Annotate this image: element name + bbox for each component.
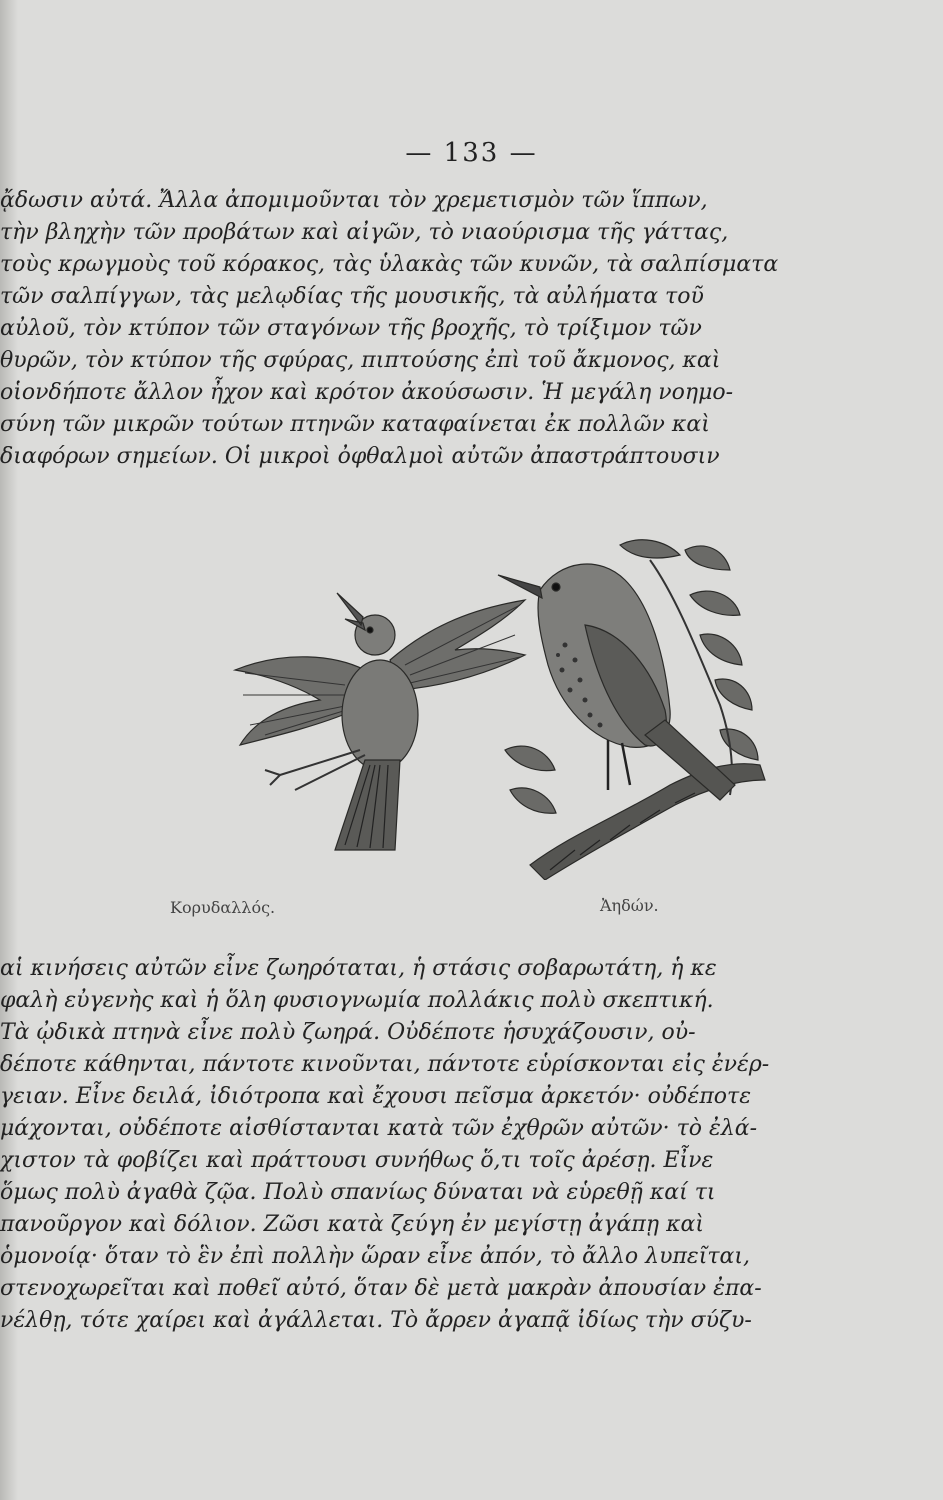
text-line: χιστον τὰ φοβίζει καὶ πράττουσι συνήθως ὅ,τι τοῖς ἀρέσῃ. Εἶνε [0,1148,714,1173]
text-line: αὐλοῦ, τὸν κτύπον τῶν σταγόνων τῆς βροχῆς, τὸ τρίξιμον τῶν [0,316,702,341]
text-line: πανοῦργον καὶ δόλιον. Ζῶσι κατὰ ζεύγη ἐν μεγίστῃ ἀγάπῃ καὶ [0,1212,704,1237]
text-line: τὴν βληχὴν τῶν προβάτων καὶ αἰγῶν, τὸ νιαούρισμα τῆς γάττας, [0,220,729,245]
text-line: δέποτε κάθηνται, πάντοτε κινοῦνται, πάντοτε εὑρίσκονται εἰς ἐνέρ- [0,1052,770,1077]
text-line: ᾄδωσιν αὐτά. Ἄλλα ἀπομιμοῦνται τὸν χρεμετισμὸν τῶν ἵππων, [0,188,708,213]
paragraph-top [0,185,800,473]
text-line: ὁμονοίᾳ· ὅταν τὸ ἓν ἐπὶ πολλὴν ὥραν εἶνε ἀπόν, τὸ ἄλλο λυπεῖται, [0,1244,750,1269]
text-line: αἱ κινήσεις αὐτῶν εἶνε ζωηρόταται, ἡ στάσις σοβαρωτάτη, ἡ κε [0,956,717,981]
text-line: ὅμως πολὺ ἀγαθὰ ζῷα. Πολὺ σπανίως δύναται νὰ εὑρεθῇ καί τι [0,1180,716,1205]
text-line: γειαν. Εἶνε δειλά, ἰδιότροπα καὶ ἔχουσι πεῖσμα ἀρκετόν· οὐδέποτε [0,1084,752,1109]
text-line: διαφόρων σημείων. Οἱ μικροὶ ὀφθαλμοὶ αὐτῶν ἀπαστράπτουσιν [0,444,720,469]
text-line: οἱονδήποτε ἄλλον ἦχον καὶ κρότον ἀκούσωσιν. Ἡ μεγάλη νοημο- [0,380,734,405]
text-line: θυρῶν, τὸν κτύπον τῆς σφύρας, πιπτούσης ἐπὶ τοῦ ἄκμονος, καὶ [0,348,721,373]
paragraph-bottom [0,953,800,1337]
lark-caption: Κορυδαλλός. [170,898,276,917]
text-line: τοὺς κρωγμοὺς τοῦ κόρακος, τὰς ὑλακὰς τῶν κυνῶν, τὰ σαλπίσματα [0,252,779,277]
text-line: μάχονται, οὐδέποτε αἰσθίστανται κατὰ τῶν ἐχθρῶν αὐτῶν· τὸ ἐλά- [0,1116,758,1141]
text-line: νέλθῃ, τότε χαίρει καὶ ἀγάλλεται. Τὸ ἄρρεν ἀγαπᾷ ἰδίως τὴν σύζυ- [0,1308,752,1333]
text-line: Τὰ ᾠδικὰ πτηνὰ εἶνε πολὺ ζωηρά. Οὐδέποτε ἡσυχάζουσιν, οὐ- [0,1020,696,1045]
text-line: σύνη τῶν μικρῶν τούτων πτηνῶν καταφαίνεται ἐκ πολλῶν καὶ [0,412,710,437]
text-line: στενοχωρεῖται καὶ ποθεῖ αὐτό, ὅταν δὲ μετὰ μακρὰν ἀπουσίαν ἐπα- [0,1276,762,1301]
nightingale-illustration [490,535,780,880]
page-number: — 133 — [405,138,538,168]
text-line: τῶν σαλπίγγων, τὰς μελῳδίας τῆς μουσικῆς, τὰ αὐλήματα τοῦ [0,284,704,309]
text-line: φαλὴ εὐγενὴς καὶ ἡ ὅλη φυσιογνωμία πολλάκις πολὺ σκεπτική. [0,988,714,1013]
nightingale-caption: Ἀηδών. [600,896,659,915]
